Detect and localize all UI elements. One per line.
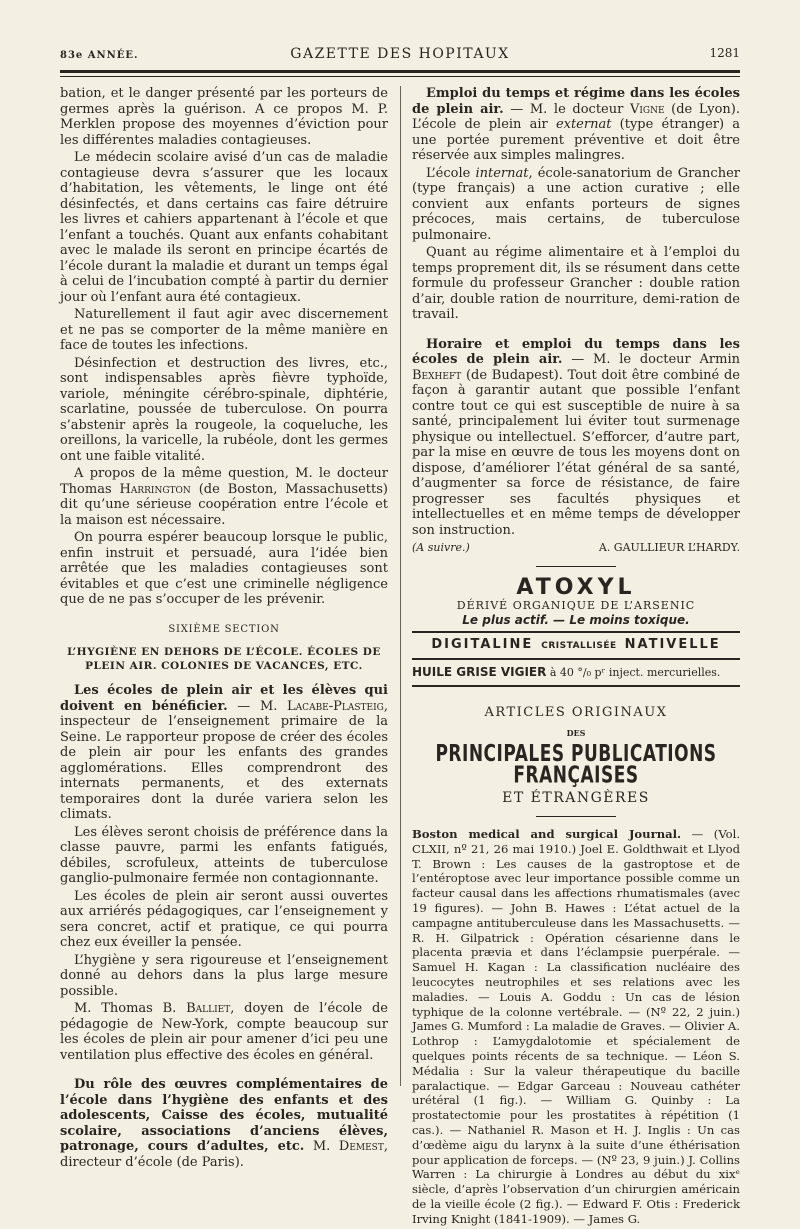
page-number: 1281	[709, 46, 740, 60]
paragraph: Du rôle des œuvres complémentaires de l’école dans l’hygiène des enfants et des adolescents, Caisse des écoles, mutualité scolaire, associations d’anciens élèves, patronage, cours d’adultes, etc. M. Demest, directeur d’école (de Paris).	[60, 1077, 388, 1170]
paragraph: Le médecin scolaire avisé d’un cas de maladie contagieuse devra s’assurer que les locaux d’habitation, les vêtements, le linge ont été désinfectés, et dans certains cas faire détruire les livres et cahiers appartenant à l’école et que l’enfant a touchés. Quant aux enfants cohabitant avec le malade ils seront en principe écartés de l’école durant la maladie et durant un temps égal à celui de l’incubation compté à partir du dernier jour où l’enfant aura été contagieux.	[60, 150, 388, 305]
separator	[536, 816, 616, 817]
page-header	[60, 44, 740, 66]
header-year: 83e ANNÉE.	[60, 50, 139, 61]
column-divider	[400, 86, 401, 1086]
paragraph: A propos de la même question, M. le docteur Thomas Harrington (de Boston, Massachusetts) dit qu’une sérieuse coopération entre l’école et la maison est nécessaire.	[60, 466, 388, 528]
articles-heading: ARTICLES ORIGINAUX	[484, 704, 668, 720]
paragraph: Les écoles de plein air seront aussi ouvertes aux arriérés pédagogiques, car l’enseignement y sera concret, actif et pratique, ce qui pourra chez eux éveiller la pensée.	[60, 888, 388, 950]
paragraph: Désinfection et destruction des livres, etc., sont indispensables après fièvre typhoïde, variole, méningite cérébro-spinale, diphtérie, scarlatine, poussée de tuberculose. On pourra s’abstenir après la rougeole, la coqueluche, les oreillons, la varicelle, la rubéole, dont les germes ont une faible vitalité.	[60, 355, 388, 464]
paragraph: Les élèves seront choisis de préférence dans la classe pauvre, parmi les enfants fatigués, débiles, scrofuleux, atteints de tuberculose ganglio-pulmonaire fermée non contagionnante.	[60, 824, 388, 886]
paragraph: Les écoles de plein air et les élèves qui doivent en bénéficier. — M. Lacabe-Plasteig, inspecteur de l’enseignement primaire de la Seine. Le rapporteur propose de créer des écoles de plein air pour les enfants des grandes agglomérations. Elles comprendront des internats permanents, et des externats temporaires dont la durée variera selon les climats.	[60, 683, 388, 822]
ad-digitaline: DIGITALINE CRISTALLISÉE NATIVELLE	[431, 636, 721, 652]
paragraph: bation, et le danger présenté par les porteurs de germes après la guérison. A ce propos M. P. Merklen propose des moyennes d’éviction pour les différentes maladies contagieuses.	[60, 86, 388, 148]
advertisement	[412, 574, 740, 687]
paragraph: L’école internat, école-sanatorium de Grancher (type français) a une action curative ; elle convient aux enfants porteurs de signes précoces, mais certains, de tuberculose pulmonaire.	[412, 165, 740, 243]
to-be-continued: (A suivre.)	[412, 541, 470, 554]
principales-publications: PRINCIPALES PUBLICATIONS FRANÇAISES	[435, 740, 717, 788]
signature-line	[412, 540, 740, 556]
paragraph: On pourra espérer beaucoup lorsque le public, enfin instruit et persuadé, aura l’idée bien arrêtée que les maladies contagieuses sont évitables et que c’est une criminelle négligence que de ne pas s’occuper de les prévenir.	[60, 530, 388, 607]
paragraph: Naturellement il faut agir avec discernement et ne pas se comporter de la même manière en face de toutes les infections.	[60, 307, 388, 353]
separator	[536, 566, 616, 567]
paragraph: Horaire et emploi du temps dans les écoles de plein air. — M. le docteur Armin Bexheft (de Budapest). Tout doit être combiné de façon à garantir autant que possible l’enfant contre tout ce qui est susceptible de nuire à sa santé, principalement lui éviter tout surmenage physique ou intellectuel. S’efforcer, d’autre part, par la mise en œuvre de tous les moyens dont on dispose, d’améliorer l’état général de sa santé, d’augmenter sa force de résistance, de faire progresser ses facultés physiques et intellectuelles et en même temps de développer son instruction.	[412, 336, 740, 538]
ad-derive: DÉRIVÉ ORGANIQUE DE L’ARSENIC	[456, 598, 696, 612]
ad-tagline: Le plus actif. — Le moins toxique.	[462, 612, 690, 627]
paragraph: Quant au régime alimentaire et à l’emploi du temps proprement dit, ils se résument dans cette formule du professeur Grancher : double ration d’air, double ration de nourriture, demi-ration de travail.	[412, 245, 740, 322]
article-author: A. GAULLIEUR L’HARDY.	[598, 541, 740, 554]
section-title: L’HYGIÈNE EN DEHORS DE L’ÉCOLE. ÉCOLES DE PLEIN AIR. COLONIES DE VACANCES, ETC.	[67, 646, 381, 672]
ad-atoxyl: ATOXYL	[516, 574, 636, 600]
et-etrangeres: ET ÉTRANGÈRES	[502, 789, 650, 806]
header-rule-thick	[60, 70, 740, 73]
header-title: GAZETTE DES HOPITAUX	[290, 46, 510, 62]
ad-huile-grise: HUILE GRISE VIGIER à 40 °/₀ pʳ inject. mercurielles.	[412, 664, 721, 679]
paragraph: L’hygiène y sera rigoureuse et l’enseignement donné au dehors dans la plus large mesure possible.	[60, 952, 388, 999]
section-label: SIXIÈME SECTION	[168, 623, 280, 635]
header-rule-thin	[60, 76, 740, 77]
left-column	[60, 86, 388, 1172]
paragraph: Emploi du temps et régime dans les écoles de plein air. — M. le docteur Vigne (de Lyon). L’école de plein air externat (type étranger) a une portée purement préventive et doit être réservée aux simples malingres.	[412, 86, 741, 163]
paragraph: M. Thomas B. Balliet, doyen de l’école de pédagogie de New-York, compte beaucoup sur les écoles de plein air pour amener d’ici peu une ventilation plus effective des écoles en général.	[60, 1001, 388, 1063]
articles-des: DES	[566, 728, 586, 738]
right-column	[412, 86, 740, 1229]
journal-review: Boston medical and surgical Journal. — (Vol. CLXII, nº 21, 26 mai 1910.) Joel E. Goldthwait et Llyod T. Brown : Les causes de la gastroptose et de l’entéroptose avec leur importance possible comme un facteur causal dans les affections rhumatismales (avec 19 figures). — John B. Hawes : L’état actuel de la campagne antituberculeuse dans les Massachusetts. — R. H. Gilpatrick : Opération césarienne dans le placenta prævia et dans l’éclampsie puerpérale. — Samuel H. Kagan : La classification nucléaire des leucocytes neutrophiles et ses relations avec les maladies. — Louis A. Goddu : Un cas de lésion typhique de la colonne vertébrale. — (Nº 22, 2 juin.) James G. Mumford : La maladie de Graves. — Olivier A. Lothrop : L’amygdalotomie et spécialement de quelques points récents de sa technique. — Léon S. Médalia : Sur la valeur thérapeutique du bacille paralactique. — Edgar Garceau : Nouveau cathéter urétéral (1 fig.). — William G. Quinby : La prostatectomie pour les prostatites à répétition (1 cas.). — Nathaniel R. Mason et H. J. Inglis : Un cas d’œdème aigu du larynx à la suite d’une éthérisation pour application de forceps. — (Nº 23, 9 juin.) J. Collins Warren : La chirurgie à Londres au début du xixᵉ siècle, d’après l’observation d’un chirurgien américain de la vieille école (2 fig.). — Edward F. Otis : Frederick Irving Knight (1841-1909). — James G.	[412, 827, 741, 1226]
